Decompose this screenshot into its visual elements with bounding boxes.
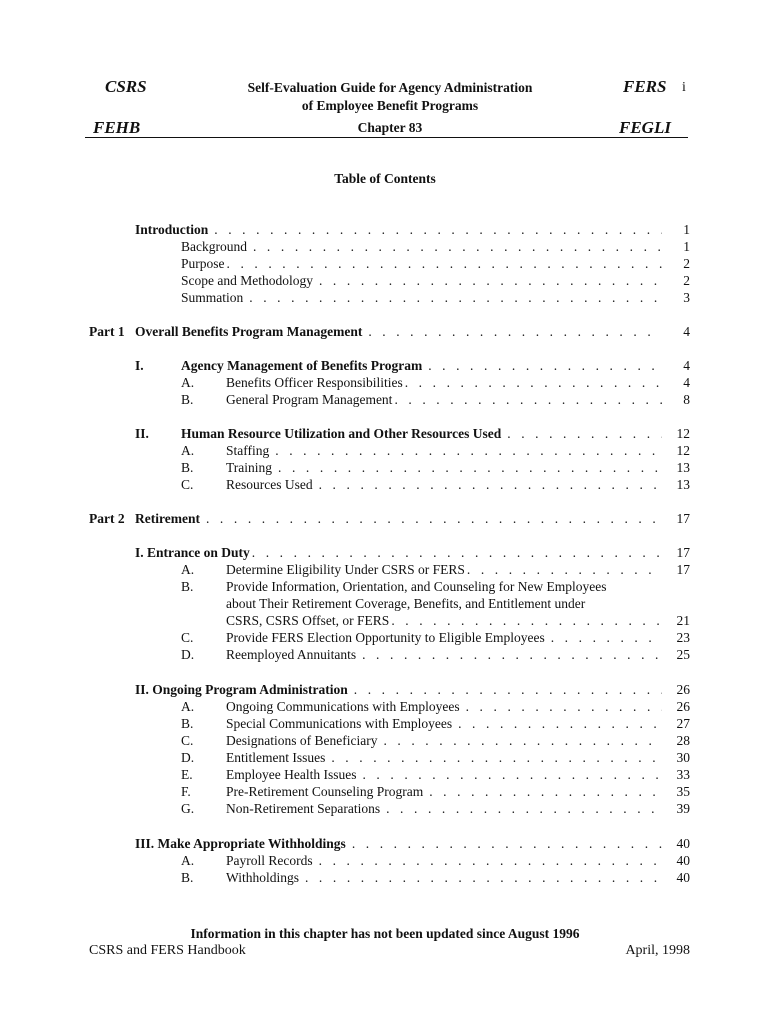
toc-label: Human Resource Utilization and Other Resources Used <box>181 426 502 441</box>
toc-page: 33 <box>676 767 690 782</box>
toc-page: 17 <box>676 562 690 577</box>
toc-letter: G. <box>181 801 195 816</box>
toc-label: Withholdings <box>226 870 299 885</box>
header-fegli: FEGLI <box>619 118 671 137</box>
toc-entry-p2-iii-b[interactable] <box>181 870 690 887</box>
toc-page: 26 <box>676 699 690 714</box>
toc-label: Reemployed Annuitants <box>226 647 357 662</box>
toc-entry-p2-i-d[interactable] <box>181 647 690 664</box>
toc-label: Designations of Beneficiary <box>226 733 378 748</box>
toc-entry-p1-ii-c[interactable] <box>181 477 690 494</box>
toc-letter: A. <box>181 443 195 458</box>
toc-page: 40 <box>676 836 690 851</box>
toc-label: Background <box>181 239 247 254</box>
toc-page: 8 <box>683 392 690 407</box>
toc-entry-background[interactable] <box>181 239 690 256</box>
toc-page: 39 <box>676 801 690 816</box>
toc-label: Provide FERS Election Opportunity to Eligible Employees <box>226 630 545 645</box>
toc-page: 4 <box>683 358 690 373</box>
toc-label: Employee Health Issues <box>226 767 357 782</box>
toc-page: 26 <box>676 682 690 697</box>
toc-page: 17 <box>676 545 690 560</box>
toc-label: Agency Management of Benefits Program <box>181 358 423 373</box>
toc-letter: B. <box>181 579 194 594</box>
toc-letter: A. <box>181 853 195 868</box>
toc-page: 23 <box>676 630 690 645</box>
toc-entry-p2-ii[interactable] <box>135 682 690 699</box>
toc-entry-summation[interactable] <box>181 290 690 307</box>
toc-entry-p2-iii[interactable] <box>135 836 690 853</box>
toc-page: 1 <box>683 239 690 254</box>
header-title-line1: Self-Evaluation Guide for Agency Administration <box>247 80 533 95</box>
toc-label: Training <box>226 460 273 475</box>
toc-letter: A. <box>181 699 195 714</box>
toc-page: 13 <box>676 477 690 492</box>
toc-page: 4 <box>683 375 690 390</box>
toc-letter: C. <box>181 477 194 492</box>
header-csrs: CSRS <box>105 77 147 96</box>
toc-entry-p2-ii-f[interactable] <box>181 784 690 801</box>
toc-label: Pre-Retirement Counseling Program <box>226 784 424 799</box>
toc-entry-p2-ii-a[interactable] <box>181 699 690 716</box>
toc-label: Purpose <box>181 256 225 271</box>
toc-letter: E. <box>181 767 193 782</box>
toc-page: 27 <box>676 716 690 731</box>
header-fers: FERS <box>623 77 667 96</box>
toc-page: 4 <box>683 324 690 339</box>
toc-label-line1: Provide Information, Orientation, and Counseling for New Employees <box>226 579 607 594</box>
toc-entry-part1[interactable] <box>89 324 690 341</box>
toc-label: Summation <box>181 290 244 305</box>
toc-page: 2 <box>683 273 690 288</box>
toc-label-line2: about Their Retirement Coverage, Benefits, and Entitlement under <box>226 596 586 611</box>
toc-entry-p2-ii-g[interactable] <box>181 801 690 818</box>
toc-letter: C. <box>181 733 194 748</box>
toc-part-prefix: Part 2 <box>89 511 125 526</box>
header-rule <box>85 137 688 138</box>
footer-handbook: CSRS and FERS Handbook <box>89 943 246 958</box>
toc-label: Retirement <box>135 511 200 526</box>
toc-entry-p2-i-b[interactable] <box>226 613 690 630</box>
toc-label: Payroll Records <box>226 853 313 868</box>
toc-entry-p1-ii[interactable] <box>135 426 690 443</box>
toc-page: 21 <box>676 613 690 628</box>
toc-label: Non-Retirement Separations <box>226 801 381 816</box>
toc-letter: D. <box>181 647 195 662</box>
toc-entry-p2-ii-b[interactable] <box>181 716 690 733</box>
toc-part-prefix: Part 1 <box>89 324 125 339</box>
toc-entry-p2-ii-d[interactable] <box>181 750 690 767</box>
toc-letter: A. <box>181 375 195 390</box>
toc-label: Benefits Officer Responsibilities <box>226 375 403 390</box>
toc-page: 40 <box>676 853 690 868</box>
toc-letter: B. <box>181 460 194 475</box>
toc-label: Special Communications with Employees <box>226 716 453 731</box>
toc-label: Staffing <box>226 443 270 458</box>
toc-page: 13 <box>676 460 690 475</box>
toc-entry-introduction[interactable] <box>135 222 690 239</box>
toc-page: 17 <box>676 511 690 526</box>
toc-page: 2 <box>683 256 690 271</box>
toc-page: 30 <box>676 750 690 765</box>
toc-title: Table of Contents <box>334 171 436 186</box>
header-chapter: Chapter 83 <box>357 120 423 135</box>
toc-entry-purpose[interactable] <box>181 256 690 273</box>
toc-label: III. Make Appropriate Withholdings <box>135 836 346 851</box>
toc-entry-p2-i-a[interactable] <box>181 562 690 579</box>
toc-entry-p1-i[interactable] <box>135 358 690 375</box>
toc-label: Entitlement Issues <box>226 750 326 765</box>
toc-entry-p1-ii-a[interactable] <box>181 443 690 460</box>
toc-letter: C. <box>181 630 194 645</box>
toc-page: 28 <box>676 733 690 748</box>
toc-letter: D. <box>181 750 195 765</box>
header-title-line2: of Employee Benefit Programs <box>301 98 479 113</box>
toc-page: 12 <box>676 426 690 441</box>
toc-label: Introduction <box>135 222 209 237</box>
toc-page: 25 <box>676 647 690 662</box>
toc-entry-p1-i-a[interactable] <box>181 375 690 392</box>
toc-letter: B. <box>181 716 194 731</box>
header-fehb: FEHB <box>93 118 141 137</box>
toc-page: 12 <box>676 443 690 458</box>
toc-label: Ongoing Communications with Employees <box>226 699 460 714</box>
toc-label: I. Entrance on Duty <box>135 545 250 560</box>
toc-entry-p1-ii-b[interactable] <box>181 460 690 477</box>
toc-entry-p2-ii-c[interactable] <box>181 733 690 750</box>
toc-entry-p2-iii-a[interactable] <box>181 853 690 870</box>
toc-roman: II. <box>135 426 149 441</box>
page-number: i <box>682 80 686 95</box>
toc-page: 3 <box>683 290 690 305</box>
toc-label: Determine Eligibility Under CSRS or FERS <box>226 562 465 577</box>
toc-entry-p2-ii-e[interactable] <box>181 767 690 784</box>
toc-label: CSRS, CSRS Offset, or FERS <box>226 613 390 628</box>
toc-entry-p1-i-b[interactable] <box>181 392 690 409</box>
toc-roman: I. <box>135 358 144 373</box>
toc-letter: B. <box>181 392 194 407</box>
toc-entry-part2[interactable] <box>89 511 690 528</box>
toc-page: 35 <box>676 784 690 799</box>
toc-entry-p2-i[interactable] <box>135 545 690 562</box>
toc-label: Resources Used <box>226 477 313 492</box>
toc-letter: A. <box>181 562 195 577</box>
toc-page: 40 <box>676 870 690 885</box>
toc-entry-p2-i-c[interactable] <box>181 630 690 647</box>
toc-label: II. Ongoing Program Administration <box>135 682 348 697</box>
footer-notice: Information in this chapter has not been updated since August 1996 <box>190 926 580 941</box>
toc-entry-scope[interactable] <box>181 273 690 290</box>
toc-label: Scope and Methodology <box>181 273 313 288</box>
toc-letter: F. <box>181 784 191 799</box>
toc-page: 1 <box>683 222 690 237</box>
toc-label: Overall Benefits Program Management <box>135 324 363 339</box>
toc-label: General Program Management <box>226 392 393 407</box>
footer-date: April, 1998 <box>625 943 690 958</box>
toc-letter: B. <box>181 870 194 885</box>
